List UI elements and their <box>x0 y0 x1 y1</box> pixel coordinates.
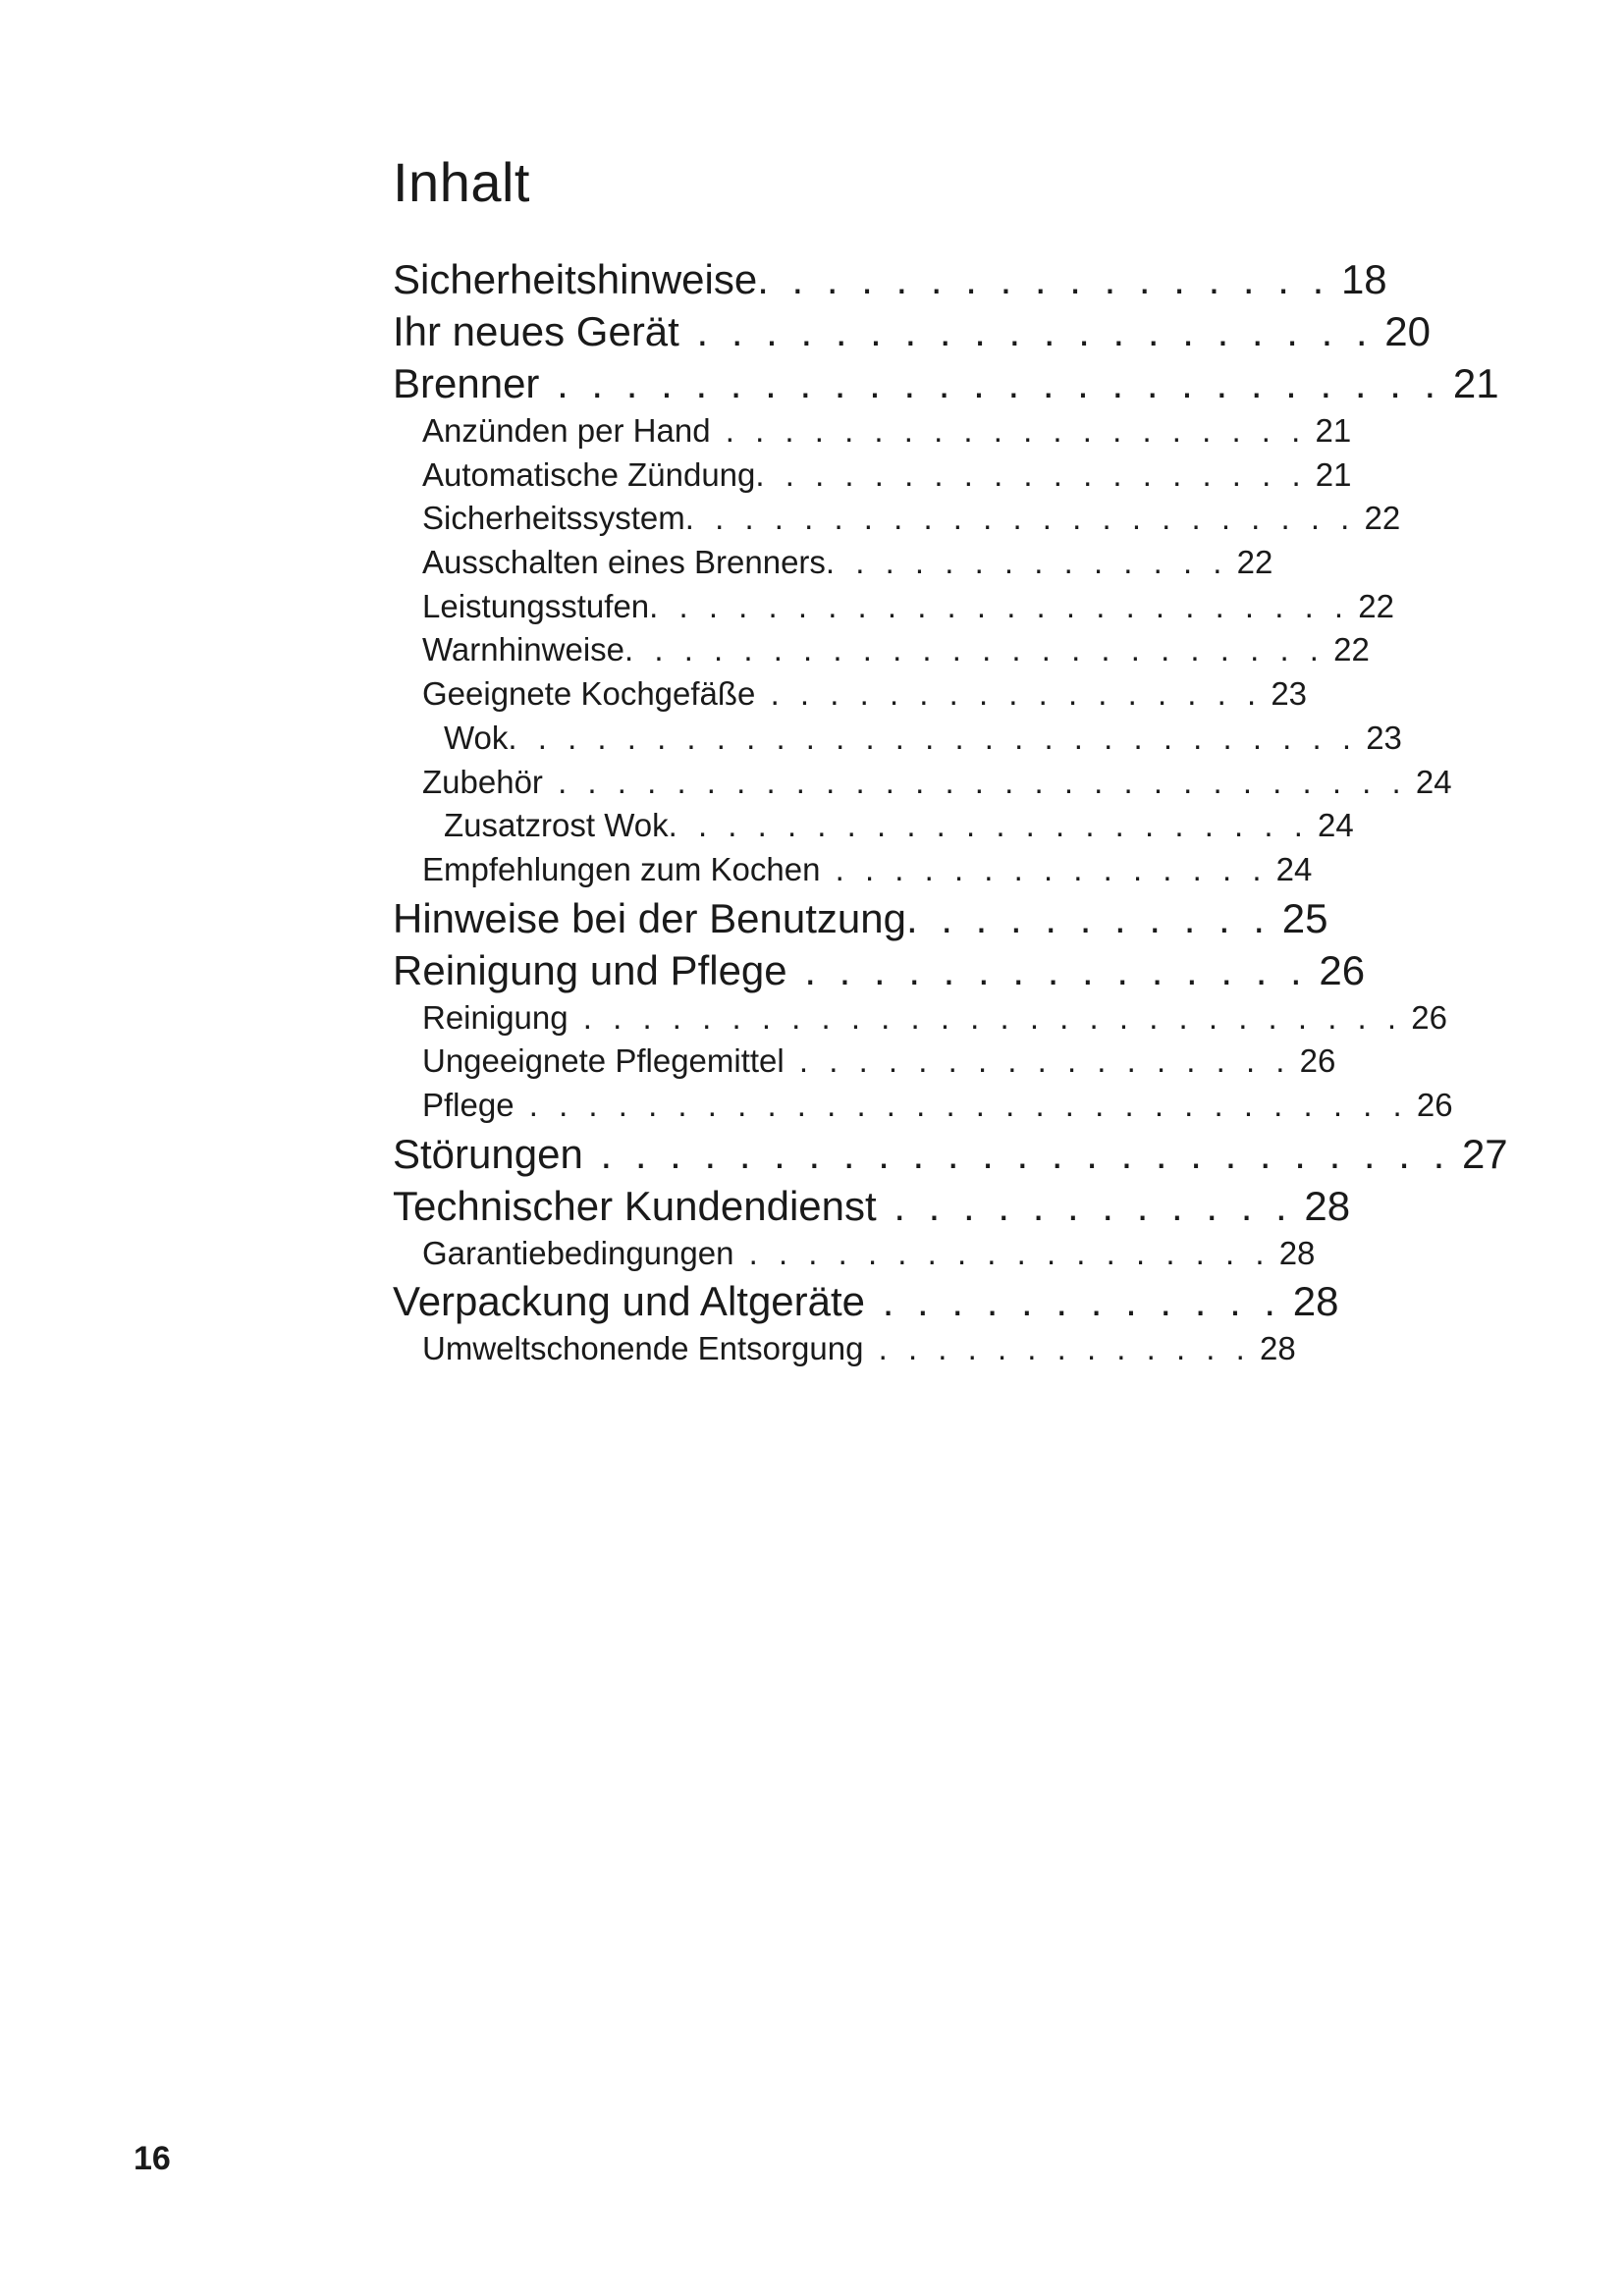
toc-leader-dots: . . . . . . . . . . . . . . . . . . . . <box>710 412 1307 449</box>
toc-leader-dots: . . . . . . . . . . . . . . . . . . . . . . . . . . . . <box>568 998 1403 1036</box>
toc-entry-label: Wok <box>444 719 509 756</box>
toc-leader-dots: . . . . . . . . . . . . . . . . . . . . . . . . . <box>582 1130 1451 1177</box>
toc-leader-dots: . . . . . . . . . . . . . . <box>825 544 1228 581</box>
toc-entry-page: 18 <box>1340 256 1387 302</box>
toc-entry-label: Ungeeignete Pflegemittel <box>422 1042 785 1080</box>
toc-leader-dots: . . . . . . . . . . . <box>906 894 1272 941</box>
toc-entry-label: Pflege <box>422 1086 514 1123</box>
toc-entry-label: Leistungsstufen <box>422 587 650 624</box>
toc-entry-label: Geeignete Kochgefäße <box>422 675 756 713</box>
toc-leader-dots: . . . . . . . . . . . . . . . . . . . <box>755 455 1307 493</box>
toc-leader-dots: . . . . . . . . . . . . . . . <box>820 850 1268 887</box>
toc-entry-label: Ausschalten eines Brenners <box>422 544 826 581</box>
toc-entry <box>393 1040 1336 1084</box>
toc-entry <box>393 1180 1351 1232</box>
toc-entry-page: 22 <box>1358 587 1394 624</box>
toc-entry-page: 21 <box>1452 360 1499 406</box>
toc-entry <box>393 1275 1339 1327</box>
toc-entry <box>393 585 1394 629</box>
toc-leader-dots: . . . . . . . . . . . . . . . . . . . . . . . . <box>649 587 1350 624</box>
toc-entry-page: 28 <box>1278 1234 1316 1271</box>
toc-leader-dots: . . . . . . . . . . . . . . . . . . . . . . <box>668 807 1309 844</box>
toc-entry-page: 25 <box>1281 894 1328 941</box>
toc-entry <box>393 409 1352 454</box>
toc-leader-dots: . . . . . . . . . . . . . . . . . <box>757 256 1330 302</box>
toc-entry-page: 21 <box>1315 412 1352 449</box>
toc-leader-dots: . . . . . . . . . . . . . . . . . . . . . . . . <box>624 631 1325 668</box>
toc-leader-dots: . . . . . . . . . . . . <box>865 1278 1282 1325</box>
toc-entry <box>393 1084 1453 1128</box>
toc-leader-dots: . . . . . . . . . . . . . . . . . <box>784 1042 1291 1080</box>
toc-entry <box>393 848 1313 892</box>
toc-entry-label: Warnhinweise <box>422 631 625 668</box>
toc-entry <box>393 541 1276 585</box>
toc-entry-label: Technischer Kundendienst <box>393 1182 877 1229</box>
toc-entry-page: 26 <box>1416 1086 1453 1123</box>
toc-leader-dots: . . . . . . . . . . . . . . . . . . <box>733 1234 1271 1271</box>
toc-entry-label: Hinweise bei der Benutzung <box>393 894 906 941</box>
toc-entry <box>393 804 1354 848</box>
toc-entry <box>393 892 1328 944</box>
toc-entry-page: 28 <box>1304 1182 1351 1229</box>
toc-entry <box>393 761 1452 805</box>
toc-entry-label: Verpackung und Altgeräte <box>393 1278 866 1325</box>
toc-leader-dots: . . . . . . . . . . . . . . . . . <box>755 675 1263 713</box>
toc-entry-page: 26 <box>1411 998 1447 1036</box>
toc-entry-page: 24 <box>1318 807 1354 844</box>
toc-leader-dots: . . . . . . . . . . . . . . . . . . . . . . . . . . . . . . <box>514 1086 1408 1123</box>
toc-entry-page: 28 <box>1260 1330 1296 1367</box>
toc-entry-label: Anzünden per Hand <box>422 412 711 449</box>
toc-entry <box>393 672 1308 717</box>
toc-entry <box>393 717 1402 761</box>
toc-entry-page: 26 <box>1299 1042 1336 1080</box>
toc-entry-label: Brenner <box>393 360 540 406</box>
toc-entry <box>393 944 1366 996</box>
toc-entry-page: 22 <box>1333 631 1370 668</box>
table-of-contents <box>393 253 1508 1371</box>
toc-entry <box>393 497 1401 541</box>
toc-entry <box>393 454 1352 498</box>
toc-leader-dots: . . . . . . . . . . . . . . . . . . . . . . . . . . . . . <box>542 763 1407 800</box>
toc-entry-label: Sicherheitssystem <box>422 500 685 537</box>
toc-entry-label: Zubehör <box>422 763 543 800</box>
toc-entry <box>393 305 1431 357</box>
toc-entry-page: 28 <box>1292 1278 1339 1325</box>
toc-entry-label: Umweltschonende Entsorgung <box>422 1330 864 1367</box>
toc-entry-page: 22 <box>1364 500 1401 537</box>
toc-entry-label: Zusatzrost Wok <box>444 807 669 844</box>
toc-entry-label: Störungen <box>393 1130 583 1177</box>
toc-entry-label: Automatische Zündung <box>422 455 756 493</box>
toc-entry-page: 23 <box>1271 675 1308 713</box>
toc-leader-dots: . . . . . . . . . . . . . <box>863 1330 1251 1367</box>
toc-entry-label: Reinigung und Pflege <box>393 946 787 993</box>
toc-entry <box>393 1128 1508 1180</box>
toc-entry-page: 21 <box>1315 455 1352 493</box>
page-number: 16 <box>134 2140 171 2177</box>
toc-entry-page: 26 <box>1319 946 1366 993</box>
toc-entry <box>393 253 1387 305</box>
toc-entry <box>393 357 1499 409</box>
toc-entry <box>393 996 1447 1041</box>
toc-entry <box>393 1327 1296 1371</box>
toc-entry <box>393 628 1370 672</box>
toc-entry-page: 20 <box>1384 308 1431 354</box>
page-title: Inhalt <box>393 151 530 213</box>
toc-entry <box>393 1232 1316 1276</box>
toc-entry-label: Sicherheitshinweise <box>393 256 758 302</box>
toc-leader-dots: . . . . . . . . . . . . <box>876 1182 1293 1229</box>
toc-leader-dots: . . . . . . . . . . . . . . . . . . . . <box>678 308 1374 354</box>
toc-entry-label: Ihr neues Gerät <box>393 308 679 354</box>
toc-leader-dots: . . . . . . . . . . . . . . . . . . . . . . . . . . . . . <box>508 719 1358 756</box>
toc-entry-page: 23 <box>1366 719 1402 756</box>
toc-leader-dots: . . . . . . . . . . . . . . . . . . . . . . . . . . <box>539 360 1442 406</box>
toc-entry-page: 22 <box>1236 544 1273 581</box>
toc-entry-label: Reinigung <box>422 998 568 1036</box>
toc-entry-page: 24 <box>1415 763 1452 800</box>
toc-entry-page: 27 <box>1461 1130 1508 1177</box>
toc-entry-label: Empfehlungen zum Kochen <box>422 850 821 887</box>
toc-leader-dots: . . . . . . . . . . . . . . . . . . . . . . . <box>684 500 1356 537</box>
toc-entry-page: 24 <box>1275 850 1313 887</box>
toc-entry-label: Garantiebedingungen <box>422 1234 734 1271</box>
toc-leader-dots: . . . . . . . . . . . . . . . <box>786 946 1308 993</box>
